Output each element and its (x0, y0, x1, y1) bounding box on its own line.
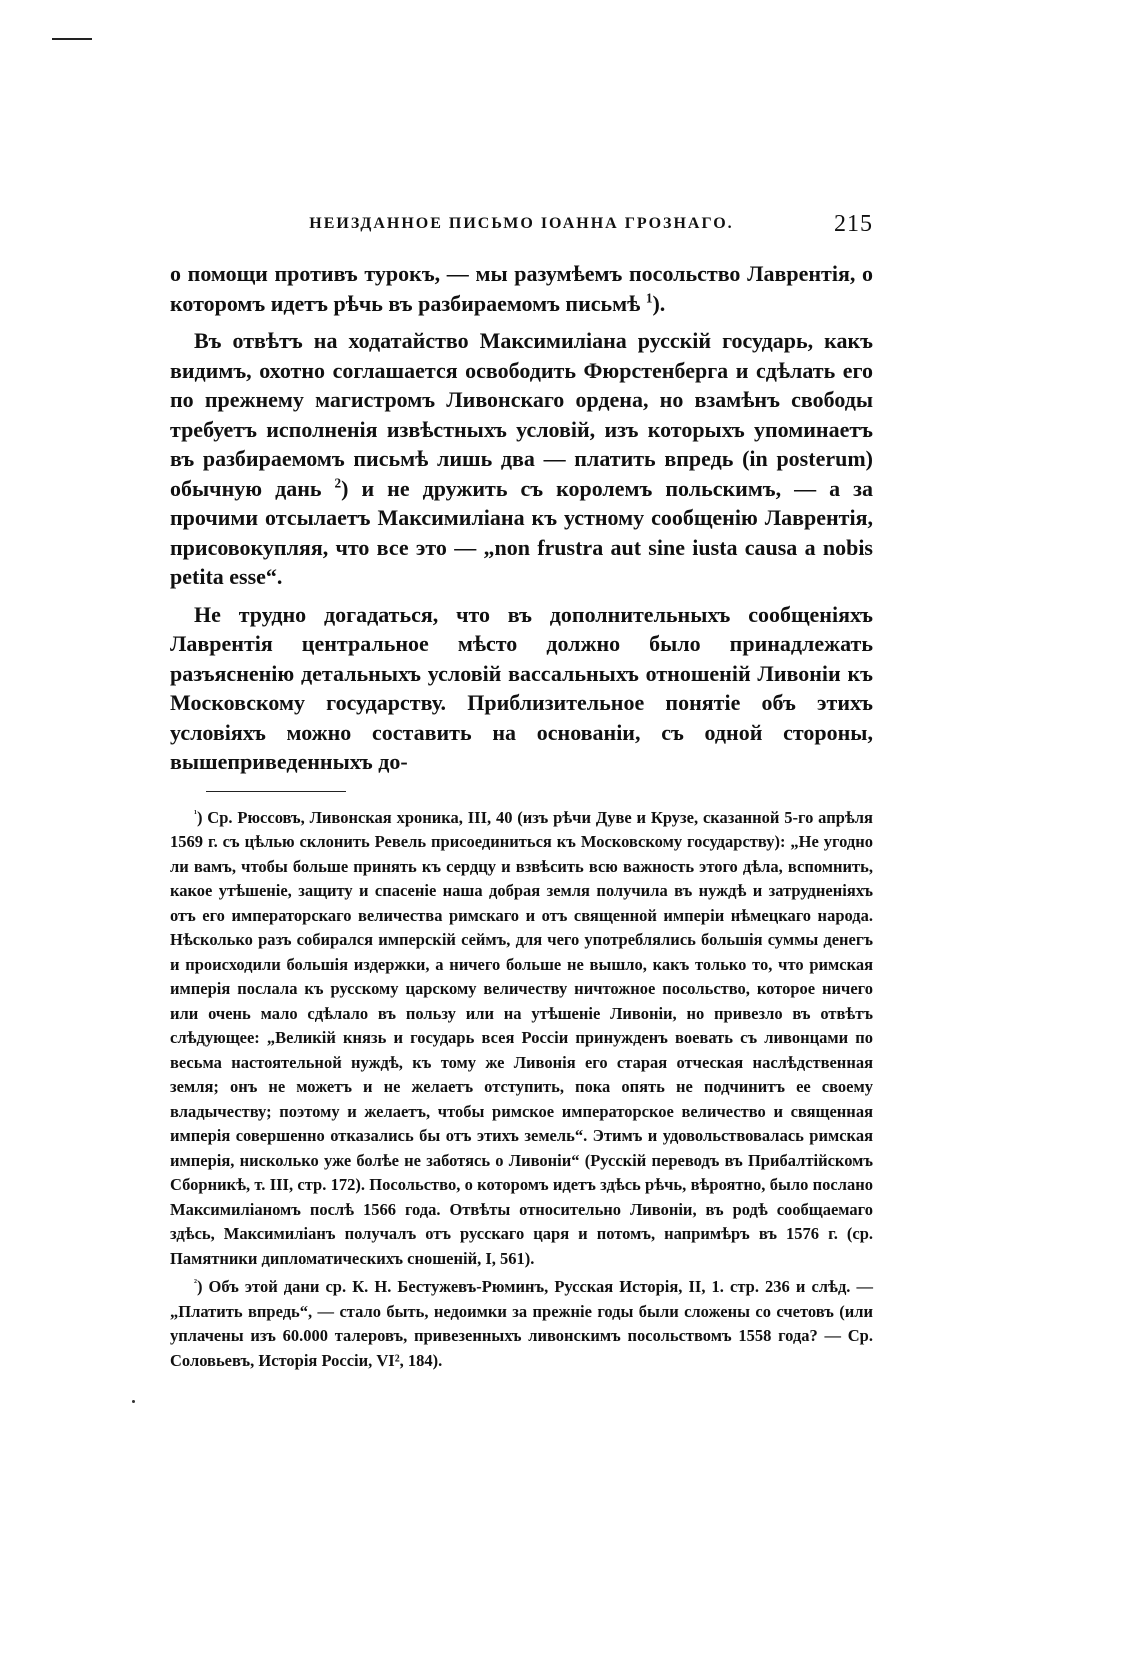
paragraph-1-text: о помощи противъ турокъ, — мы разумѣемъ посольство Лаврентія, о которомъ идетъ рѣчь въ разбираемомъ письмѣ (170, 261, 873, 316)
page-number: 215 (834, 211, 873, 237)
paragraph-2 (170, 326, 873, 592)
footnote-ref-1: 1 (645, 290, 653, 306)
running-title: НЕИЗДАННОЕ ПИСЬМО ІОАННА ГРОЗНАГО. (309, 215, 734, 232)
paragraph-3: Не трудно догадаться, что въ дополнительныхъ сообщеніяхъ Лаврентія центральное мѣсто должно было принадлежать разъясненію детальныхъ условій вассальныхъ отношеній Ливоніи къ Московскому государству. Приблизительное понятіе объ этихъ условіяхъ можно составить на основаніи, съ одной стороны, вышеприведенныхъ до- (170, 601, 873, 774)
footnote-1-mark: ¹ (194, 808, 197, 819)
paragraph-2-text-a: Въ отвѣтъ на ходатайство Максимиліана русскій государь, какъ видимъ, охотно соглашается освободить Фюрстенберга и сдѣлать его по прежнему магистромъ Ливонскаго ордена, но взамѣнъ свободы требуетъ исполненія извѣстныхъ условій, изъ которыхъ упоминаетъ въ разбираемомъ письмѣ лишь два — платить впредь (in posterum) обычную дань (170, 328, 873, 501)
main-text (170, 259, 873, 777)
footnote-divider (206, 791, 346, 792)
footnote-2-mark: ² (194, 1277, 197, 1289)
paragraph-2-text-b: ) и не дружить съ королемъ польскимъ, — а за прочими отсылаетъ Максимиліана къ устному сообщенію Лаврентія, присовокупляя, что все это — „non frustra aut sine iusta causa a nobis petita esse“. (170, 475, 873, 589)
footnote-1-text: ) Ср. Рюссовъ, Ливонская хроника, III, 40 (изъ рѣчи Дуве и Крузе, сказанной 5-го апрѣля 1569 г. съ цѣлью склонить Ревель присоединиться къ Московскому государству): „Не угодно ли вамъ, чтобы больше принять къ сердцу и взвѣсить всю важность этого дѣла, вспомнить, какое утѣшеніе, защиту и спасеніе наша добрая земля получила въ нуждѣ и затрудненіяхъ отъ его императорскаго величества римскаго и отъ священной имперіи нѣмецкаго народа. Нѣсколько разъ собирался имперскій сеймъ, для чего употреблялись большія суммы денегъ и происходили большія издержки, а ничего больше не вышло, какъ только то, что римская имперія послала къ русскому царскому величеству ничтожное посольство, которое ничего или очень мало сдѣлало въ пользу или на утѣшеніе Ливоніи, но привезло въ отвѣтъ слѣдующее: „Великій князь и государь всея Россіи принужденъ воевать съ ливонцами по весьма настоятельной нуждѣ, къ тому же Ливонія его старая отческая наслѣдственная земля; онъ не можетъ и не желаетъ отступить, пока опять не подчинитъ ее своему владычеству; поэтому и желаетъ, чтобы римское императорское величество и священная имперія совершенно отказались бы отъ этихъ земель“. Этимъ и удовольствовалась римская имперія, нисколько уже болѣе не заботясь о Ливоніи“ (Русскій переводъ въ Прибалтійскомъ Сборникѣ, т. III, стр. 172). Посольство, о которомъ идетъ здѣсь рѣчь, вѣроятно, было послано Максимиліаномъ послѣ 1566 года. Отвѣты относительно Ливоніи, въ родѣ сообщаемаго здѣсь, Максимиліанъ получалъ отъ русскаго царя и потомъ, напримѣръ въ 1576 г. (ср. Памятники дипломатическихъ сношеній, I, 561). (170, 807, 873, 1268)
footnote-2-text: ) Объ этой дани ср. К. Н. Бестужевъ-Рюминъ, Русская Исторія, II, 1. стр. 236 и слѣд. — „Платить впредь“, — стало быть, недоимки за прежніе годы были сложены со счетовъ (или уплачены изъ 60.000 талеровъ, привезенныхъ ливонскимъ посольствомъ 1558 года? — Ср. Соловьевъ, Исторія Россіи, VI², 184). (170, 1277, 873, 1370)
running-header (170, 205, 873, 245)
footnote-2 (170, 1275, 873, 1373)
book-page (170, 205, 873, 1373)
scan-edge-mark (52, 38, 92, 40)
footnote-ref-2: 2 (334, 475, 342, 491)
footnote-1 (170, 806, 873, 1272)
scan-speck (132, 1400, 135, 1403)
paragraph-1-end: ). (652, 290, 666, 316)
footnotes (170, 806, 873, 1374)
paragraph-1 (170, 259, 873, 318)
